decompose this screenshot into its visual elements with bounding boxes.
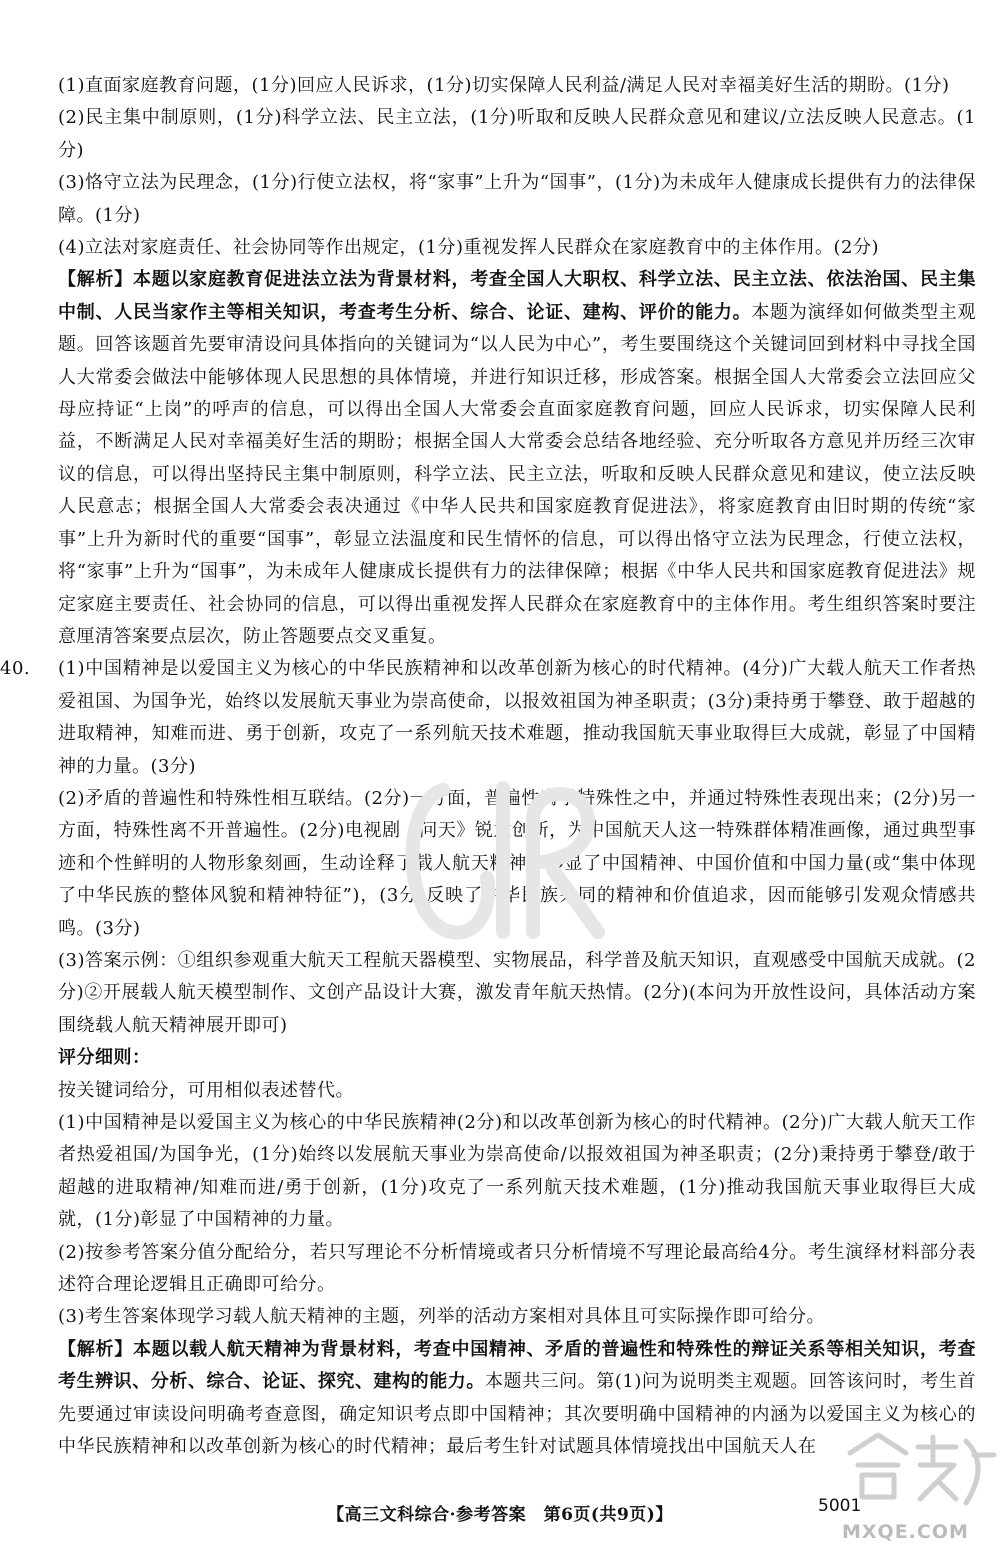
rubric-part-3: (3)考生答案体现学习载人航天精神的主题，列举的活动方案相对具体且可实际操作即可给分。 xyxy=(58,1306,825,1328)
rubric-part-1: (1)中国精神是以爱国主义为核心的中华民族精神(2分)和以改革创新为核心的时代精神。(2分)广大载人航天工作者热爱祖国/为国争光，(1分)始终以发展航天事业为崇高使命/以报效祖国为神圣职责；(2分)秉持勇于攀登/敢于超越的进取精神/知难而进/勇于创新，(1分)攻克了一系列航天技术难题，(1分)推动我国航天事业取得巨大成就，(1分)彰显了中国精神的力量。 xyxy=(58,1112,976,1231)
rubric-title: 评分细则： xyxy=(58,1047,151,1069)
watermark-site-text: MXQE.COM xyxy=(842,1521,969,1543)
answer-39-part-1: (1)直面家庭教育问题，(1分)回应人民诉求，(1分)切实保障人民利益/满足人民对幸福美好生活的期盼。(1分) xyxy=(58,75,950,96)
answer-page-body xyxy=(0,70,977,1463)
rubric-part-2: (2)按参考答案分值分配给分，若只写理论不分析情境或者只分析情境不写理论最高给4分。考生演绎材料部分表述符合理论逻辑且正确即可给分。 xyxy=(58,1241,976,1296)
answer-40-part-3: (3)答案示例：①组织参观重大航天工程航天器模型、实物展品，科学普及航天知识，直观感受中国航天成就。(2分)②开展载人航天模型制作、文创产品设计大赛，激发青年航天热情。(2分)(本问为开放性设问，具体活动方案围绕载人航天精神展开即可) xyxy=(58,949,976,1036)
analysis-39-summary: 本题以家庭教育促进法立法为背景材料，考查全国人大职权、科学立法、民主立法、依法治国、民主集中制、人民当家作主等相关知识，考查考生分析、综合、论证、建构、评价的能力。 xyxy=(58,269,977,323)
rubric-intro: 按关键词给分，可用相似表述替代。 xyxy=(58,1079,354,1101)
question-number: 40. xyxy=(0,658,31,680)
answer-39-part-4: (4)立法对家庭责任、社会协同等作出规定，(1分)重视发挥人民群众在家庭教育中的主体作用。(2分) xyxy=(58,237,879,259)
analysis-39-label: 【解析】 xyxy=(58,269,133,291)
answer-39-part-2: (2)民主集中制原则，(1分)科学立法、民主立法，(1分)听取和反映人民群众意见和建议/立法反映人民意志。(1分) xyxy=(58,107,976,161)
analysis-39-body: 本题为演绎如何做类型主观题。回答该题首先要审清设问具体指向的关键词为“以人民为中心”，考生要围绕这个关键词回到材料中寻找全国人大常委会做法中能够体现人民思想的具体情境，并进行知识迁移，形成答案。根据全国人大常委会立法回应父母应持证“上岗”的呼声的信息，可以得出全国人大常委会直面家庭教育问题，回应人民诉求，切实保障人民利益，不断满足人民对幸福美好生活的期盼；根据全国人大常委会总结各地经验、充分听取各方意见并历经三次审议的信息，可以得出坚持民主集中制原则，科学立法、民主立法，听取和反映人民群众意见和建议，使立法反映人民意志；根据全国人大常委会表决通过《中华人民共和国家庭教育促进法》，将家庭教育由旧时期的传统“家事”上升为新时代的重要“国事”，彰显立法温度和民生情怀的信息，可以得出恪守立法为民理念，行使立法权，将“家事”上升为“国事”，为未成年人健康成长提供有力的法律保障；根据《中华人民共和国家庭教育促进法》规定家庭主要责任、社会协同的信息，可以得出重视发挥人民群众在家庭教育中的主体作用。考生组织答案时要注意厘清答案要点层次，防止答题要点交叉重复。 xyxy=(58,301,977,647)
page-footer: 【高三文科综合·参考答案 第6页(共9页)】 xyxy=(327,1505,673,1525)
analysis-40-label: 【解析】 xyxy=(58,1338,133,1360)
analysis-40 xyxy=(58,1334,976,1464)
answer-40-part-1: (1)中国精神是以爱国主义为核心的中华民族精神和以改革创新为核心的时代精神。(4分)广大载人航天工作者热爱祖国、为国争光，始终以发展航天事业为崇高使命，以报效祖国为神圣职责；(3分)秉持勇于攀登、敢于超越的进取精神，知难而进、勇于创新，攻克了一系列航天技术难题，推动我国航天事业取得巨大成就，彰显了中国精神的力量。(3分) xyxy=(58,658,976,777)
answer-40-part-2: (2)矛盾的普遍性和特殊性相互联结。(2分)一方面，普遍性寓于特殊性之中，并通过特殊性表现出来；(2分)另一方面，特殊性离不开普遍性。(2分)电视剧《问天》锐意创新，为中国航天人这一特殊群体精准画像，通过典型事迹和个性鲜明的人物形象刻画，生动诠释了载人航天精神，彰显了中国精神、中国价值和中国力量(或“集中体现了中华民族的整体风貌和精神特征”)，(3分)反映了中华民族共同的精神和价值追求，因而能够引发观众情感共鸣。(3分) xyxy=(58,787,976,939)
answer-39-part-3: (3)恪守立法为民理念，(1分)行使立法权，将“家事”上升为“国事”，(1分)为未成年人健康成长提供有力的法律保障。(1分) xyxy=(58,172,976,226)
analysis-40-summary: 本题以载人航天精神为背景材料，考查中国精神、矛盾的普遍性和特殊性的辩证关系等相关知识，考查考生辨识、分析、综合、论证、探究、建构的能力。 xyxy=(58,1338,977,1393)
analysis-40-body: 本题共三问。第(1)问为说明类主观题。回答该问时，考生首先要通过审读设问明确考查意图，确定知识考点即中国精神；其次要明确中国精神的内涵为以爱国主义为核心的中华民族精神和以改革创新为核心的时代精神；最后考生针对试题具体情境找出中国航天人在 xyxy=(58,1371,976,1458)
document-code: 5001 xyxy=(818,1496,862,1516)
question-40-answer xyxy=(0,653,976,783)
analysis-39 xyxy=(58,264,976,653)
